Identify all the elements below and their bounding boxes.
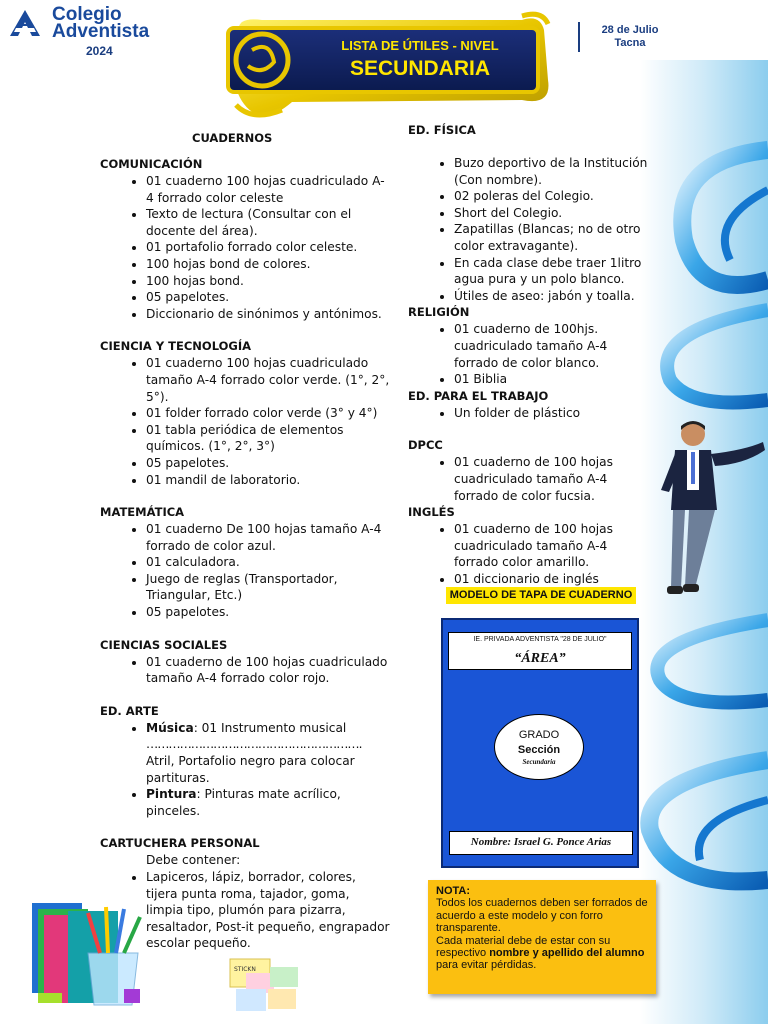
- trabajo-list: [408, 405, 653, 422]
- matematica-heading: MATEMÁTICA: [100, 505, 185, 520]
- school-supplies-illustration: [28, 893, 168, 1013]
- list-item: • Útiles de aseo: jabón y toalla.: [454, 288, 653, 305]
- sticky-note-label: STICKN: [234, 966, 256, 973]
- religion-heading: RELIGIÓN: [408, 305, 470, 320]
- right-column: [408, 122, 653, 587]
- list-item: • Texto de lectura (Consultar con el docente del área).: [146, 206, 390, 239]
- pintura-text: : Pinturas mate acrílico, pinceles.: [146, 787, 341, 818]
- list-item: • 01 cuaderno de 100hjs. cuadriculado tamaño A-4 forrado de color blanco.: [454, 321, 653, 371]
- ingles-list: [408, 521, 653, 587]
- list-item: • 100 hojas bond de colores.: [146, 256, 390, 273]
- musica-dots: ………………………………………………….: [146, 737, 362, 752]
- musica-label: Música: [146, 720, 194, 735]
- school-logo-icon: [8, 8, 42, 38]
- sociales-list: [100, 654, 390, 687]
- left-column: [100, 156, 390, 952]
- list-item: • 01 cuaderno de 100 hojas cuadriculado tamaño A-4 forrado color amarillo.: [454, 521, 653, 571]
- pintura-label: Pintura: [146, 787, 197, 802]
- list-item: • Short del Colegio.: [454, 205, 653, 222]
- fisica-heading: ED. FÍSICA: [408, 123, 476, 137]
- list-item: • 02 poleras del Colegio.: [454, 188, 653, 205]
- nota-title: NOTA:: [436, 885, 471, 897]
- list-item: • 01 mandil de laboratorio.: [146, 472, 390, 489]
- list-item: • 100 hojas bond.: [146, 273, 390, 290]
- sociales-heading: CIENCIAS SOCIALES: [100, 637, 228, 652]
- list-item: [146, 720, 390, 786]
- list-item: • Juego de reglas (Transportador, Triangular, Etc.): [146, 571, 390, 604]
- fisica-list: [408, 155, 653, 304]
- ciencia-heading: CIENCIA Y TECNOLOGÍA: [100, 339, 252, 354]
- list-item: • 01 Biblia: [454, 371, 653, 388]
- cuadernos-title: CUADERNOS: [192, 131, 273, 145]
- ciencia-list: [100, 355, 390, 488]
- cover-seccion: Sección: [517, 744, 561, 756]
- cover-school: IE. PRIVADA ADVENTISTA "28 DE JULIO": [473, 636, 607, 643]
- school-year: 2024: [86, 44, 113, 58]
- banner-title: LISTA DE ÚTILES - NIVEL: [341, 38, 499, 53]
- list-item: • Zapatillas (Blancas; no de otro color extravagante).: [454, 221, 653, 254]
- banner-subtitle: SECUNDARIA: [349, 57, 490, 80]
- school-name: [52, 6, 149, 40]
- arte-list: [100, 720, 390, 820]
- list-item: • Lapiceros, lápiz, borrador, colores, tijera punta roma, tajador, goma, limpia tipo, plumón para pizarra, resaltador, Post-it pequeño, engrapador escolar pequeño.: [146, 869, 390, 952]
- nota-text2a: Cada material debe de estar con su respectivo: [436, 934, 611, 960]
- cover-nivel: Secundaria: [522, 758, 556, 766]
- cover-grado: GRADO: [518, 729, 560, 741]
- nota-text2b: nombre y apellido del alumno: [489, 947, 645, 960]
- list-item: • 01 diccionario de inglés: [454, 571, 653, 588]
- dpcc-list: [408, 454, 653, 504]
- list-item: • 01 cuaderno 100 hojas cuadriculado tamaño A-4 forrado color verde. (1°, 2°, 5°).: [146, 355, 390, 405]
- list-item: • 01 portafolio forrado color celeste.: [146, 239, 390, 256]
- dpcc-heading: DPCC: [408, 438, 443, 453]
- list-item: • 05 papelotes.: [146, 455, 390, 472]
- date-divider: [578, 22, 580, 52]
- matematica-list: [100, 521, 390, 621]
- list-item: • 05 papelotes.: [146, 289, 390, 306]
- list-item: • 01 cuaderno De 100 hojas tamaño A-4 forrado de color azul.: [146, 521, 390, 554]
- list-item: • 01 cuaderno de 100 hojas cuadriculado tamaño A-4 forrado de color fucsia.: [454, 454, 653, 504]
- comunicacion-list: [100, 173, 390, 322]
- list-item: • 05 papelotes.: [146, 604, 390, 621]
- cover-name: Nombre: Israel G. Ponce Arias: [470, 836, 612, 848]
- date-text: 28 de Julio: [601, 24, 659, 36]
- sticky-notes-illustration: [224, 955, 304, 1015]
- student-figure: [655, 420, 767, 610]
- arte-heading: ED. ARTE: [100, 703, 159, 718]
- school-name-line1: Colegio: [52, 4, 122, 25]
- cover-area: “ÁREA”: [514, 651, 566, 666]
- list-item: • Buzo deportivo de la Institución (Con nombre).: [454, 155, 653, 188]
- list-item: • Diccionario de sinónimos y antónimos.: [146, 306, 390, 323]
- date-location: [590, 24, 670, 50]
- cartuchera-intro: Debe contener:: [146, 853, 241, 868]
- cartuchera-heading: CARTUCHERA PERSONAL: [100, 836, 260, 851]
- comunicacion-heading: COMUNICACIÓN: [100, 157, 203, 171]
- ingles-heading: INGLÉS: [408, 505, 455, 520]
- list-item: • Un folder de plástico: [454, 405, 653, 422]
- nota-box: [428, 880, 656, 994]
- list-item: • En cada clase debe traer 1litro agua pura y un polo blanco.: [454, 255, 653, 288]
- religion-list: [408, 321, 653, 387]
- list-item: • 01 cuaderno de 100 hojas cuadriculado tamaño A-4 forrado color rojo.: [146, 654, 390, 687]
- trabajo-heading: ED. PARA EL TRABAJO: [408, 388, 549, 403]
- school-name-line2: Adventista: [52, 21, 150, 42]
- location-text: Tacna: [614, 37, 646, 49]
- modelo-label: MODELO DE TAPA DE CUADERNO: [446, 587, 636, 604]
- list-item: • 01 tabla periódica de elementos químicos. (1°, 2°, 3°): [146, 422, 390, 455]
- list-item: • 01 folder forrado color verde (3° y 4°): [146, 405, 390, 422]
- list-item: • 01 cuaderno 100 hojas cuadriculado A-4 forrado color celeste: [146, 173, 390, 206]
- list-item: [146, 786, 390, 819]
- musica-more: Atril, Portafolio negro para colocar partituras.: [146, 754, 355, 785]
- nota-text2c: para evitar pérdidas.: [436, 959, 537, 972]
- musica-text: : 01 Instrumento musical: [193, 720, 347, 735]
- list-item: • 01 calculadora.: [146, 554, 390, 571]
- nota-text1: Todos los cuadernos deben ser forrados de acuerdo a este modelo y con forro transparente.: [436, 897, 648, 935]
